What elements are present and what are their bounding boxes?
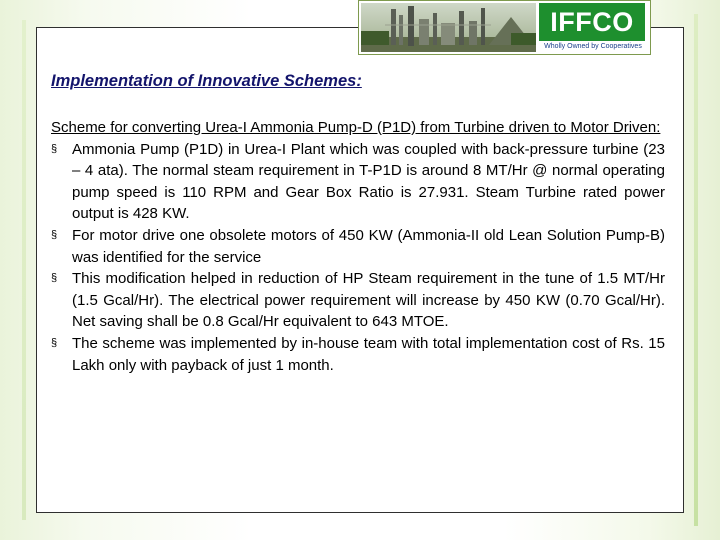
bullet-text: For motor drive one obsolete motors of 450 KW (Ammonia-II old Lean Solution Pump-B) was identified for the service: [72, 226, 665, 266]
bullet-text: This modification helped in reduction of HP Steam requirement in the tune of 1.5 MT/Hr (1.5 Gcal/Hr). The electrical power requirement will increase by 450 KW (0.70 Gcal/Hr). Net saving shall be 0.8 Gcal/Hr equivalent to 643 MTOE.: [72, 270, 665, 331]
industrial-plant-photo: [361, 3, 536, 52]
logo-wordmark: IFFCO: [550, 6, 634, 37]
bullet-marker: §: [51, 272, 58, 285]
header-logo-banner: [358, 0, 651, 55]
bullet-marker: §: [51, 142, 58, 155]
bullet-list: [51, 139, 665, 377]
decorative-side-stripe-right: [694, 14, 698, 526]
bullet-text: Ammonia Pump (P1D) in Urea-I Plant which was coupled with back-pressure turbine (23 – 4 ata). The normal steam requirement in T-P1D is around 8 MT/Hr @ normal operating pump speed is 110 RPM and Gear Box Ratio is 27.931. Steam Turbine rated power output is 428 KW.: [72, 140, 665, 223]
decorative-side-stripe-left: [22, 20, 26, 520]
list-item: [51, 268, 665, 333]
company-logo: [537, 3, 649, 53]
list-item: [51, 225, 665, 268]
bullet-marker: §: [51, 336, 58, 349]
list-item: [51, 139, 665, 225]
logo-tagline: Wholly Owned by Cooperatives: [544, 43, 642, 50]
slide-title: Implementation of Innovative Schemes:: [51, 72, 362, 90]
bullet-text: The scheme was implemented by in-house team with total implementation cost of Rs. 15 Lakh only with payback of just 1 month.: [72, 334, 665, 374]
slide-body: [51, 117, 665, 376]
logo-badge: [539, 3, 645, 41]
bullet-marker: §: [51, 228, 58, 241]
scheme-subheading: Scheme for converting Urea-I Ammonia Pump-D (P1D) from Turbine driven to Motor Driven:: [51, 119, 661, 136]
list-item: [51, 333, 665, 376]
